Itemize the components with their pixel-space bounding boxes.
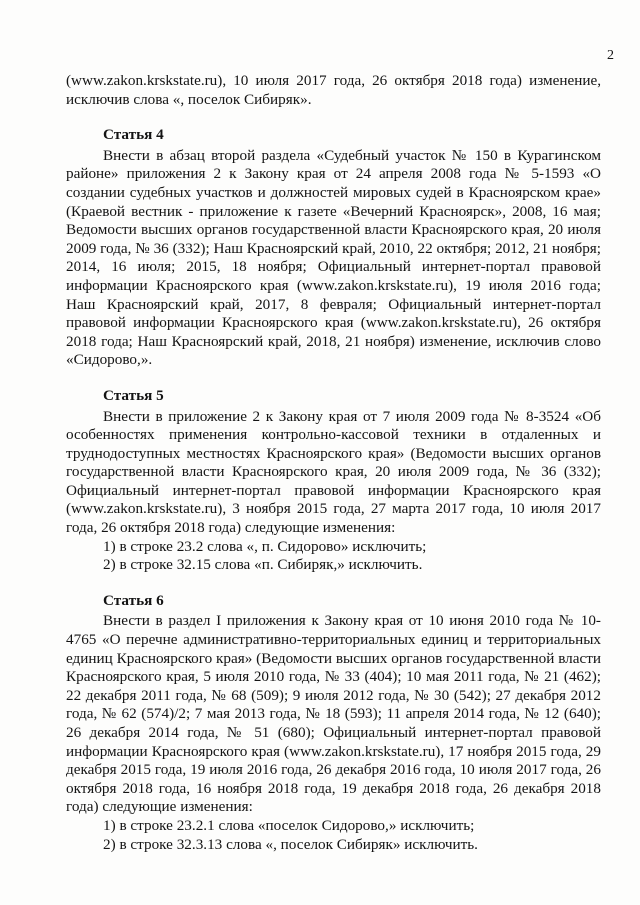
article-4 [66,126,601,370]
list-item: 2) в строке 32.15 слова «п. Сибиряк,» исключить. [103,556,423,574]
document-body [66,72,601,854]
article-title: Статья 4 [103,126,164,144]
article-title: Статья 6 [103,591,164,609]
article-text: Внести в раздел I приложения к Закону края от 10 июня 2010 года № 10-4765 «О перечне административно-территориальных единиц и территориальных единиц Красноярского края» (Ведомости высших органов государственной власти Красноярского края, 5 июля 2010 года, № 33 (404); 10 мая 2011 года, № 21 (462); 22 декабря 2011 года, № 68 (509); 9 июля 2012 года, № 30 (542); 27 декабря 2012 года, № 62 (574)/2; 7 мая 2013 года, № 18 (593); 11 апреля 2014 года, № 12 (640); 26 декабря 2014 года, № 51 (680); Официальный интернет-портал правовой информации Красноярского края (www.zakon.krskstate.ru), 17 ноября 2015 года, 29 декабря 2015 года, 19 июля 2016 года, 26 декабря 2016 года, 10 июля 2017 года, 26 октября 2018 года, 16 ноября 2018 года, 19 декабря 2018 года, 26 декабря 2018 года) следующие изменения: [66,612,601,816]
page-number: 2 [607,48,614,63]
intro-paragraph: (www.zakon.krskstate.ru), 10 июля 2017 года, 26 октября 2018 года) изменение, исключив слова «, поселок Сибиряк». [66,72,601,108]
list-item: 1) в строке 23.2 слова «, п. Сидорово» исключить; [103,537,427,555]
article-text: Внести в абзац второй раздела «Судебный участок № 150 в Курагинском районе» приложения 2 к Закону края от 24 апреля 2008 года № 5-1593 «О создании судебных участков и должностей мировых судей в Красноярском крае» (Краевой вестник - приложение к газете «Вечерний Красноярск», 2008, 16 мая; Ведомости высших органов государственной власти Красноярского края, 20 июля 2009 года, № 36 (332); Наш Красноярский край, 2010, 22 октября; 2012, 21 ноября; 2014, 16 июля; 2015, 18 ноября; Официальный интернет-портал правовой информации Красноярского края (www.zakon.krskstate.ru), 19 июля 2016 года; Наш Красноярский край, 2017, 8 февраля; Официальный интернет-портал правовой информации Красноярского края (www.zakon.krskstate.ru), 26 октября 2018 года; Наш Красноярский край, 2018, 21 ноября) изменение, исключив слово «Сидорово,». [66,146,601,369]
article-6 [66,592,601,854]
list-item: 1) в строке 23.2.1 слова «поселок Сидорово,» исключить; [103,816,475,834]
article-text: Внести в приложение 2 к Закону края от 7 июля 2009 года № 8-3524 «Об особенностях применения контрольно-кассовой техники в отдаленных и труднодоступных местностях Красноярского края» (Ведомости высших органов государственной власти Красноярского края, 20 июля 2009 года, № 36 (332); Официальный интернет-портал правовой информации Красноярского края (www.zakon.krskstate.ru), 3 ноября 2015 года, 27 марта 2017 года, 10 июля 2017 года, 26 октября 2018 года) следующие изменения: [66,407,601,537]
list-item: 2) в строке 32.3.13 слова «, поселок Сибиряк» исключить. [103,835,478,853]
article-title: Статья 5 [103,386,164,404]
article-5 [66,387,601,575]
